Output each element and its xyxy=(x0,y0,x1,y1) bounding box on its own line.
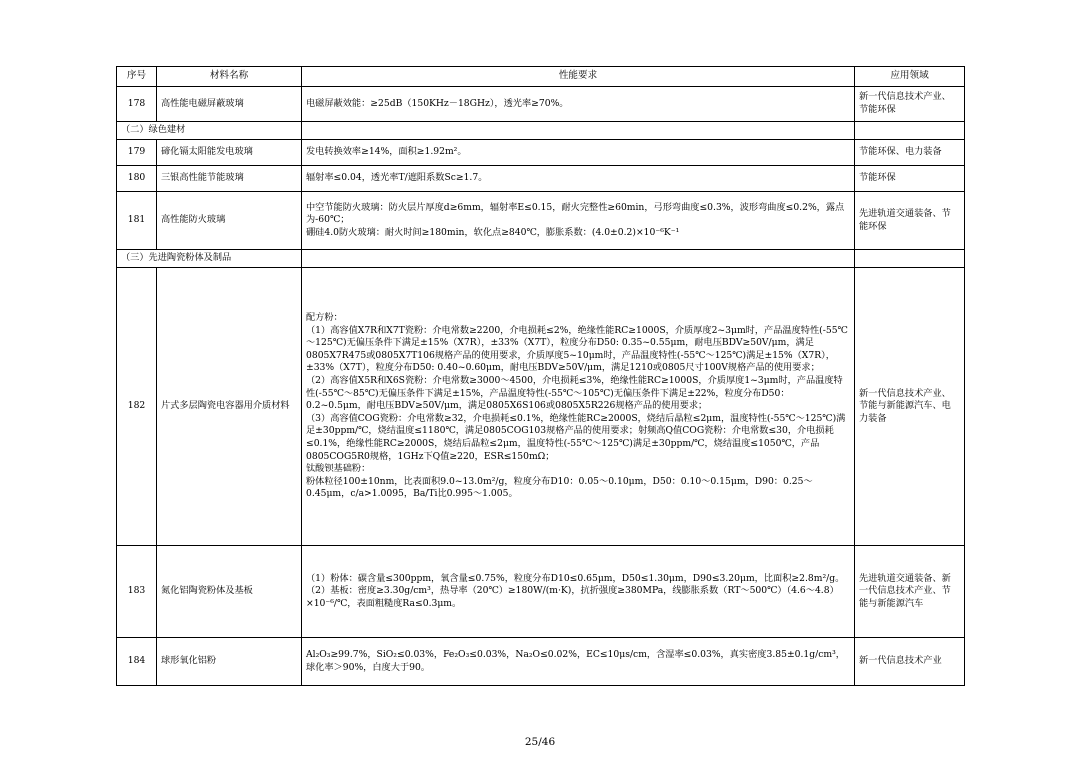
row-requirements xyxy=(302,140,855,166)
row-requirements xyxy=(302,638,855,686)
row-requirements xyxy=(302,87,855,122)
row-material-name: 高性能电磁屏蔽玻璃 xyxy=(157,87,302,122)
requirement-line: 粉体粒径100±10nm，比表面积9.0~13.0m²/g，粒度分布D10：0.05～0.10μm，D50：0.10～0.15μm，D90：0.25～0.45μm，c/a>1.0095，Ba/Ti比0.995～1.005。 xyxy=(306,475,813,500)
row-requirements xyxy=(302,192,855,250)
row-no: 183 xyxy=(117,546,157,638)
row-no: 182 xyxy=(117,268,157,546)
row-application: 先进轨道交通装备、节能环保 xyxy=(855,192,965,250)
requirement-line: 辐射率≤0.04，透光率T/遮阳系数Sc≥1.7。 xyxy=(306,172,488,184)
table-row xyxy=(117,166,965,192)
row-requirements xyxy=(302,166,855,192)
requirement-line: 硼硅4.0防火玻璃：耐火时间≥180min，软化点≥840℃，膨胀系数：(4.0±0.2)×10⁻⁶K⁻¹ xyxy=(306,226,680,238)
header-no: 序号 xyxy=(117,67,157,87)
row-no: 179 xyxy=(117,140,157,166)
row-application: 节能环保、电力装备 xyxy=(855,140,965,166)
row-no: 184 xyxy=(117,638,157,686)
requirement-line: 发电转换效率≥14%，面积≥1.92m²。 xyxy=(306,146,467,158)
row-application: 先进轨道交通装备、新一代信息技术产业、节能与新能源汽车 xyxy=(855,546,965,638)
table-row xyxy=(117,192,965,250)
table-row xyxy=(117,546,965,638)
row-no: 178 xyxy=(117,87,157,122)
row-material-name: 碲化镉太阳能发电玻璃 xyxy=(157,140,302,166)
row-application: 节能环保 xyxy=(855,166,965,192)
requirement-line: （2）高容值X5R和X6S瓷粉：介电常数≥3000～4500，介电损耗≤3%，绝缘性能RC≥1000S，介质厚度1~3μm时，产品温度特性(-55℃～85℃)无偏压条件下满足±15%，产品温度特性(-55℃～105℃)无偏压条件下满足±22%，粒度分布D50：0.2~0.5μm，耐电压BDV≥50V/μm，满足0805X6S106或0805X5R226规格产品的使用要求； xyxy=(306,375,843,412)
section-label: （三）先进陶瓷粉体及制品 xyxy=(117,250,302,268)
materials-table xyxy=(116,66,965,686)
section-row xyxy=(117,122,965,140)
table-row xyxy=(117,87,965,122)
row-application: 新一代信息技术产业、节能环保 xyxy=(855,87,965,122)
row-material-name: 高性能防火玻璃 xyxy=(157,192,302,250)
row-application: 新一代信息技术产业 xyxy=(855,638,965,686)
header-application-field: 应用领域 xyxy=(855,67,965,87)
table-row xyxy=(117,140,965,166)
requirement-line: 中空节能防火玻璃：防火层片厚度d≥6mm，辐射率E≤0.15，耐火完整性≥60min，弓形弯曲度≤0.3%，波形弯曲度≤0.2%，露点为-60℃； xyxy=(306,201,845,226)
section-row xyxy=(117,250,965,268)
table-row xyxy=(117,638,965,686)
requirement-line: （1）高容值X7R和X7T瓷粉：介电常数≥2200，介电损耗≤2%，绝缘性能RC≥1000S，介质厚度2~3μm时，产品温度特性(-55℃～125℃)无偏压条件下满足±15%（X7R），±33%（X7T），粒度分布D50: 0.35~0.55μm，耐电压BDV≥50V/μm，满足0805X7R475或0805X7T106规格产品的使用要求，介质厚度5~10μm时，产品温度特性(-55℃～125℃)满足±15%（X7R），±33%（X7T），粒度分布D50: 0.40~0.60μm，耐电压BDV≥50V/μm，满足1210或0805尺寸100V规格产品的使用要求； xyxy=(306,324,848,374)
row-material-name: 三银高性能节能玻璃 xyxy=(157,166,302,192)
page-number: 25/46 xyxy=(524,736,556,748)
requirement-line: （3）高容值COG瓷粉：介电常数≥32，介电损耗≤0.1%，绝缘性能RC≥2000S，烧结后晶粒≤2μm，温度特性(-55℃～125℃)满足±30ppm/℃，烧结温度≤1180℃，满足0805COG103规格产品的使用要求；射频高Q值COG瓷粉：介电常数≤30，介电损耗≤0.1%，绝缘性能RC≥2000S，烧结后晶粒≤2μm，温度特性(-55℃～125℃)满足±30ppm/℃，烧结温度≤1050℃，产品0805COG5R0规格，1GHz下Q值≥220，ESR≤150mΩ； xyxy=(306,412,846,462)
row-material-name: 氮化铝陶瓷粉体及基板 xyxy=(157,546,302,638)
requirement-line: 配方粉： xyxy=(306,312,343,324)
table-header-row xyxy=(117,67,965,87)
requirement-line: Al₂O₃≥99.7%，SiO₂≤0.03%，Fe₂O₃≤0.03%，Na₂O≤0.02%，EC≤10μs/cm，含湿率≤0.03%，真实密度3.85±0.1g/cm³，球化率＞90%，白度大于90。 xyxy=(306,648,845,673)
row-requirements xyxy=(302,546,855,638)
section-label: （二）绿色建材 xyxy=(117,122,302,140)
row-material-name: 片式多层陶瓷电容器用介质材料 xyxy=(157,268,302,546)
requirement-line: 电磁屏蔽效能：≥25dB（150KHz－18GHz），透光率≥70%。 xyxy=(306,97,569,109)
row-requirements xyxy=(302,268,855,546)
requirement-line: （2）基板：密度≥3.30g/cm³，热导率（20℃）≥180W/(m·K)，抗折强度≥380MPa，线膨胀系数（RT～500℃）（4.6～4.8）×10⁻⁶/℃，表面粗糙度Ra≤0.3μm。 xyxy=(306,585,839,609)
requirement-line: （1）粉体：碳含量≤300ppm，氧含量≤0.75%，粒度分布D10≤0.65μm，D50≤1.30μm，D90≤3.20μm，比面积≥2.8m²/g。 xyxy=(306,572,845,584)
row-material-name: 球形氧化铝粉 xyxy=(157,638,302,686)
requirement-line: 钛酸钡基础粉： xyxy=(306,463,371,475)
row-no: 180 xyxy=(117,166,157,192)
row-no: 181 xyxy=(117,192,157,250)
header-performance-requirements: 性能要求 xyxy=(302,67,855,87)
header-material-name: 材料名称 xyxy=(157,67,302,87)
row-application: 新一代信息技术产业、节能与新能源汽车、电力装备 xyxy=(855,268,965,546)
table-row xyxy=(117,268,965,546)
